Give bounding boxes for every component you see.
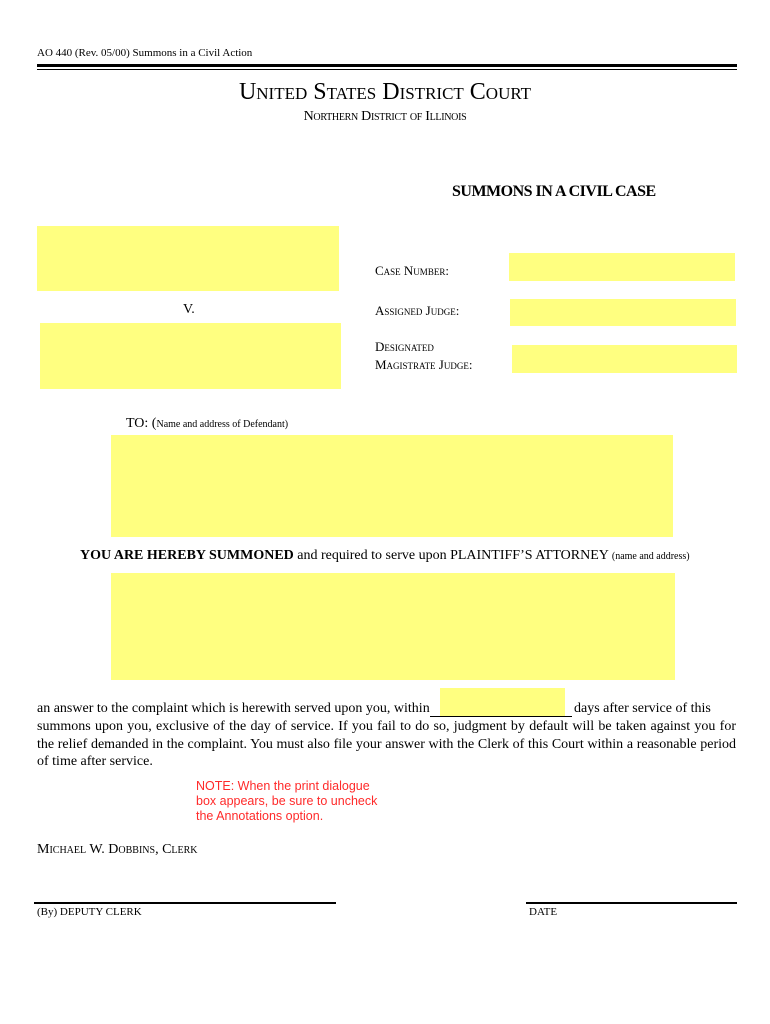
summoned-rest: and required to serve upon PLAINTIFF’S ATTORNEY bbox=[293, 548, 612, 563]
magistrate-judge-field[interactable] bbox=[512, 345, 737, 373]
days-field[interactable] bbox=[440, 688, 565, 716]
header-rule-thick bbox=[37, 64, 737, 67]
deputy-signature-line bbox=[34, 902, 336, 904]
body-paragraph: summons upon you, exclusive of the day of service. If you fail to do so, judgment by default will be taken against you for the relief demanded in the complaint. You must also file your answer with the Clerk of this Court within a reasonable period of time after service. bbox=[37, 719, 736, 769]
date-line bbox=[526, 902, 737, 904]
assigned-judge-field[interactable] bbox=[510, 299, 736, 326]
to-text: TO: ( bbox=[126, 416, 157, 431]
summoned-line bbox=[80, 548, 690, 564]
summoned-bold: YOU ARE HEREBY SUMMONED bbox=[80, 548, 294, 563]
date-label: DATE bbox=[529, 906, 558, 918]
to-label bbox=[126, 416, 288, 432]
note-line: NOTE: When the print dialogue bbox=[196, 779, 370, 793]
note-line: box appears, be sure to uncheck bbox=[196, 794, 378, 808]
attorney-address-field[interactable] bbox=[111, 573, 675, 680]
to-hint: Name and address of Defendant) bbox=[156, 419, 289, 430]
case-number-field[interactable] bbox=[509, 253, 735, 281]
days-underline bbox=[430, 716, 572, 717]
print-note bbox=[196, 779, 377, 824]
clerk-name: Michael W. Dobbins, Clerk bbox=[37, 842, 198, 857]
note-line: the Annotations option. bbox=[196, 809, 324, 823]
document-title: SUMMONS IN A CIVIL CASE bbox=[452, 183, 656, 200]
summoned-hint: (name and address) bbox=[611, 551, 690, 562]
body-after-days: days after service of this bbox=[574, 701, 711, 716]
header-rule-thin bbox=[37, 69, 737, 70]
form-id: AO 440 (Rev. 05/00) Summons in a Civil Action bbox=[37, 47, 253, 59]
magistrate-judge-label: Magistrate Judge: bbox=[375, 357, 473, 372]
defendant-address-field[interactable] bbox=[111, 435, 673, 537]
district-name: Northern District of Illinois bbox=[303, 109, 467, 124]
deputy-clerk-label: (By) DEPUTY CLERK bbox=[37, 906, 142, 918]
defendant-field[interactable] bbox=[40, 323, 341, 389]
assigned-judge-label: Assigned Judge: bbox=[375, 303, 460, 318]
court-name: United States District Court bbox=[238, 79, 532, 105]
case-number-label: Case Number: bbox=[375, 263, 449, 278]
body-before-days: an answer to the complaint which is herewith served upon you, within bbox=[37, 701, 430, 716]
plaintiff-field[interactable] bbox=[37, 226, 339, 291]
versus-label: V. bbox=[183, 302, 195, 317]
designated-label: Designated bbox=[375, 339, 434, 354]
